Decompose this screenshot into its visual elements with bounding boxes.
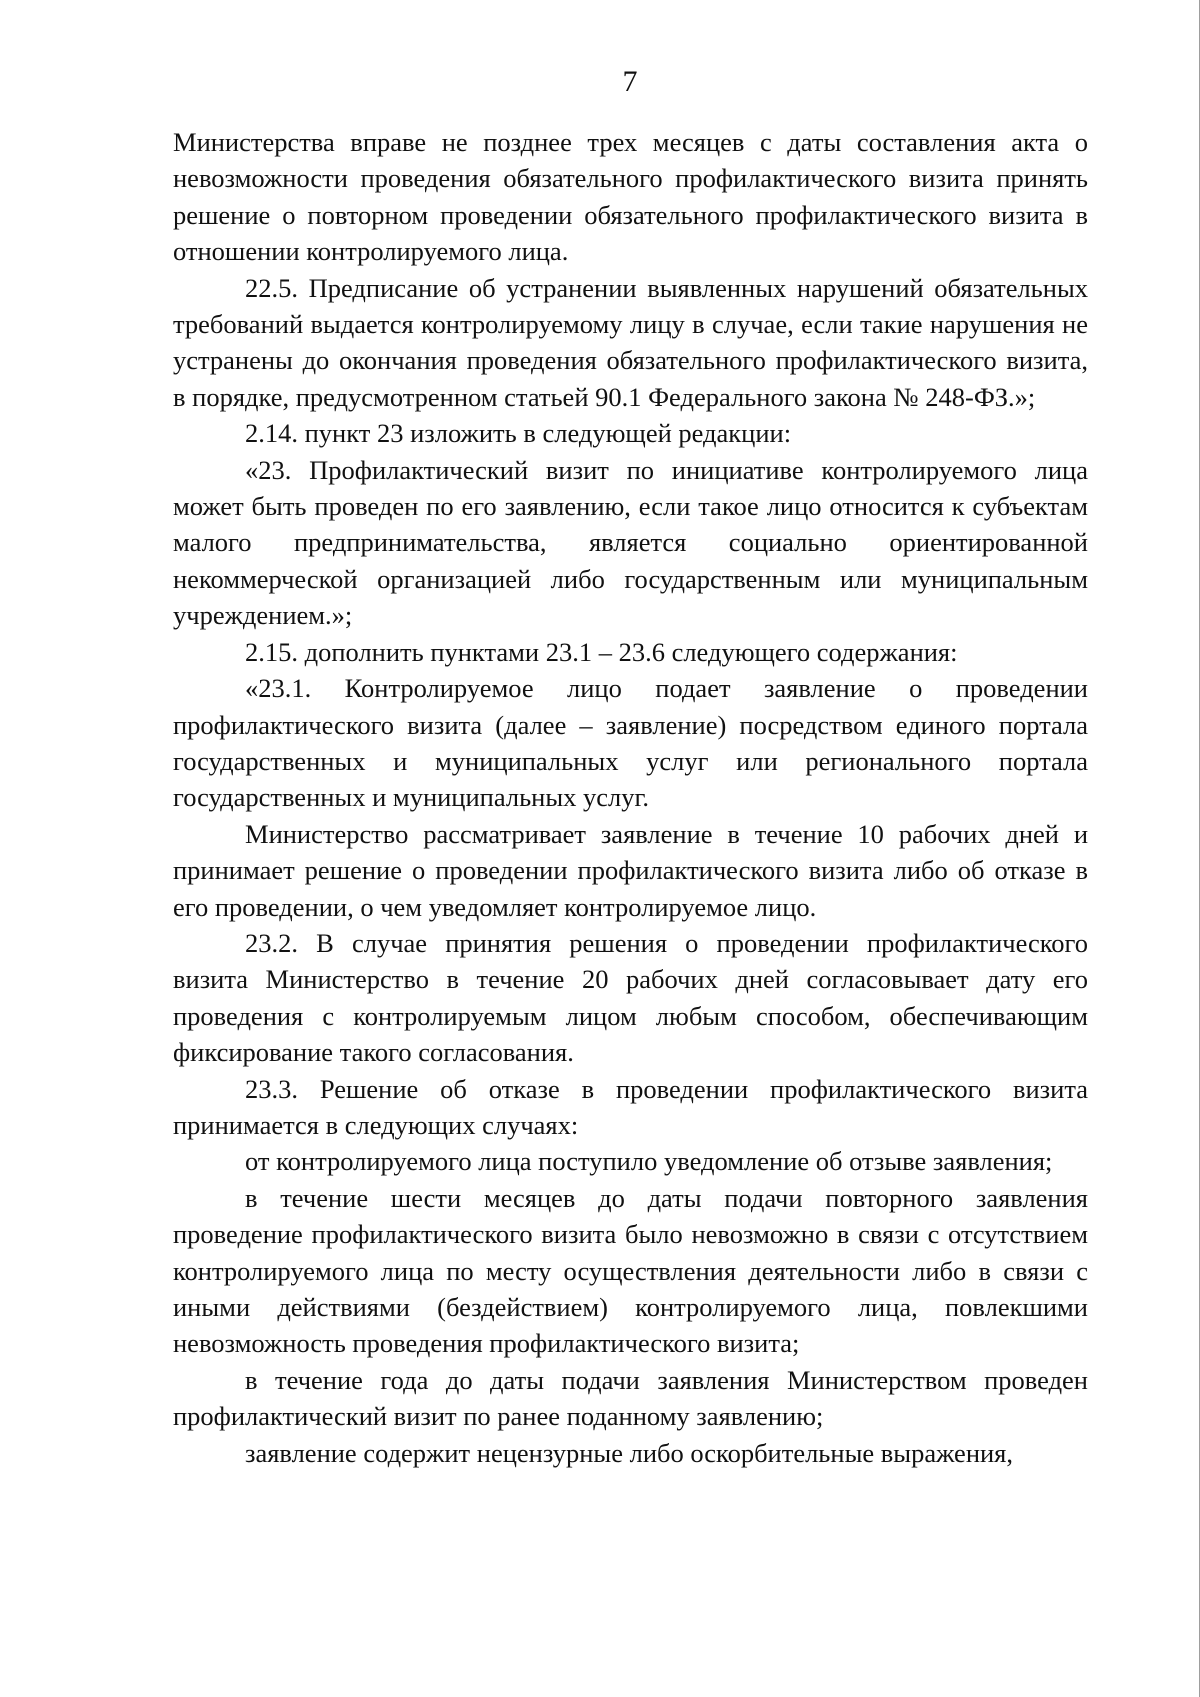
- paragraph: Министерства вправе не позднее трех месяцев с даты составления акта о невозможности проведения обязательного профилактического визита принять решение о повторном проведении обязательного профилактического визита в отношении контролируемого лица.: [173, 127, 1088, 267]
- paragraph: Министерство рассматривает заявление в течение 10 рабочих дней и принимает решение о проведении профилактического визита либо об отказе в его проведении, о чем уведомляет контролируемое лицо.: [173, 818, 1088, 922]
- paragraph: «23.1. Контролируемое лицо подает заявление о проведении профилактического визита (далее – заявление) посредством единого портала государственных и муниципальных услуг или регионального портала государственных и муниципальных услуг.: [173, 673, 1088, 813]
- paragraph: «23. Профилактический визит по инициативе контролируемого лица может быть проведен по его заявлению, если такое лицо относится к субъектам малого предпринимательства, является социально ориентированной некоммерческой организацией либо государственным или муниципальным учреждением.»;: [173, 454, 1088, 631]
- paragraph: 2.15. дополнить пунктами 23.1 – 23.6 следующего содержания:: [245, 636, 958, 667]
- paragraph: 2.14. пункт 23 изложить в следующей редакции:: [245, 418, 792, 449]
- paragraph: от контролируемого лица поступило уведомление об отзыве заявления;: [245, 1146, 1053, 1177]
- paragraph: 22.5. Предписание об устранении выявленных нарушений обязательных требований выдается контролируемому лицу в случае, если такие нарушения не устранены до окончания проведения обязательного профилактического визита, в порядке, предусмотренном статьей 90.1 Федерального закона № 248-ФЗ.»;: [173, 272, 1088, 412]
- paragraph: заявление содержит нецензурные либо оскорбительные выражения,: [245, 1437, 1013, 1468]
- paragraph: 23.3. Решение об отказе в проведении профилактического визита принимается в следующих случаях:: [173, 1073, 1088, 1140]
- document-body: [173, 124, 1088, 1471]
- paragraph: в течение шести месяцев до даты подачи повторного заявления проведение профилактического визита было невозможно в связи с отсутствием контролируемого лица по месту осуществления деятельности либо в связи с иными действиями (бездействием) контролируемого лица, повлекшими невозможность проведения профилактического визита;: [173, 1182, 1088, 1359]
- page-number: 7: [622, 65, 638, 98]
- paragraph: в течение года до даты подачи заявления Министерством проведен профилактический визит по ранее поданному заявлению;: [173, 1364, 1088, 1432]
- paragraph: 23.2. В случае принятия решения о проведении профилактического визита Министерство в течение 20 рабочих дней согласовывает дату его проведения с контролируемым лицом любым способом, обеспечивающим фиксирование такого согласования.: [173, 927, 1088, 1068]
